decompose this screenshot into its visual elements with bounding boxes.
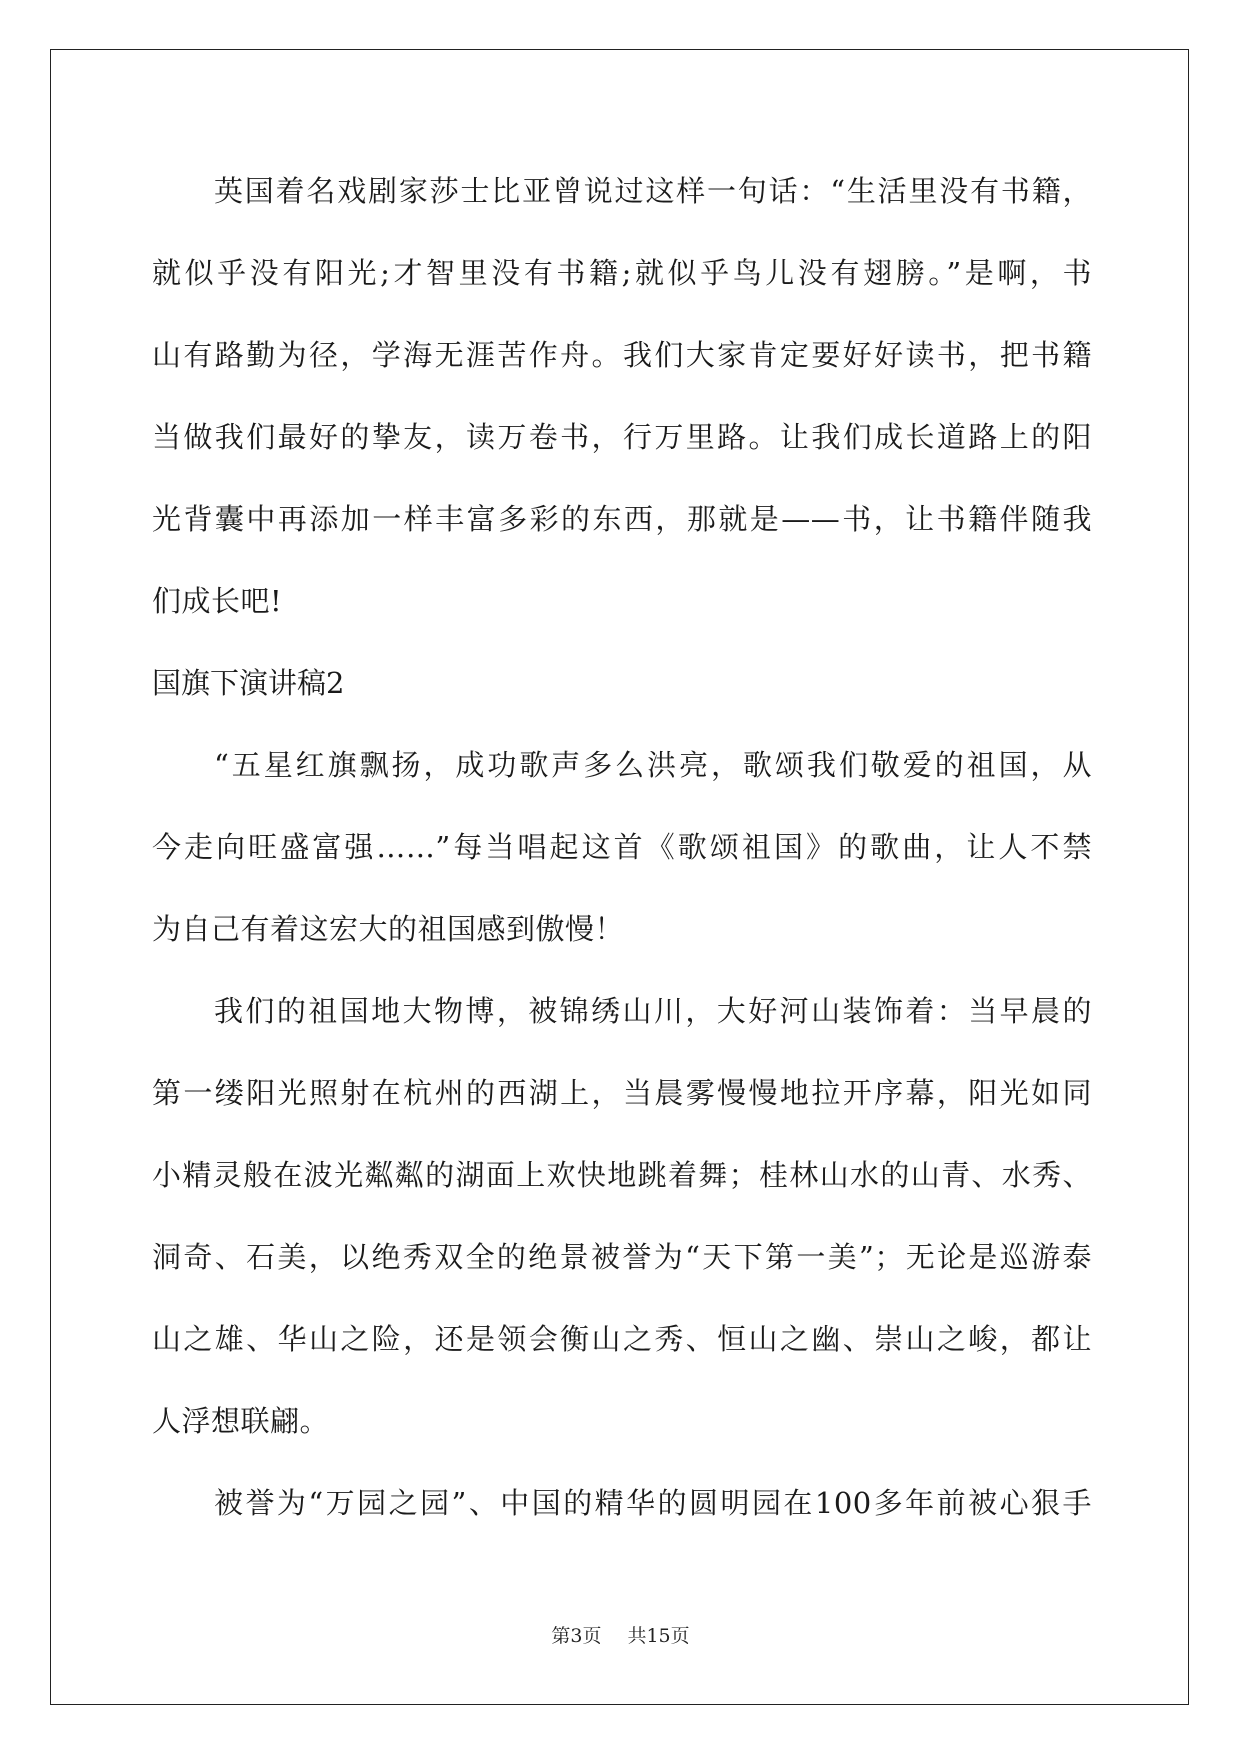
paragraph-line: 们成长吧! [152,584,283,618]
paragraph-line: 我们的祖国地大物博，被锦绣山川，大好河山装饰着：当早晨的 [214,994,1092,1028]
paragraph-line: “五星红旗飘扬，成功歌声多么洪亮，歌颂我们敬爱的祖国，从 [214,748,1092,782]
paragraph-line: 为自己有着这宏大的祖国感到傲慢！ [152,912,625,946]
paragraph-line: 小精灵般在波光粼粼的湖面上欢快地跳着舞；桂林山水的山青、水秀、 [152,1158,1092,1192]
paragraph-line: 山之雄、华山之险，还是领会衡山之秀、恒山之幽、崇山之峻，都让 [152,1322,1092,1356]
section-heading: 国旗下演讲稿2 [152,666,345,700]
paragraph-line: 第一缕阳光照射在杭州的西湖上，当晨雾慢慢地拉开序幕，阳光如同 [152,1076,1092,1110]
page-number: 第3页 [551,1625,602,1647]
paragraph-line: 洞奇、石美，以绝秀双全的绝景被誉为“天下第一美”；无论是巡游泰 [152,1240,1092,1274]
paragraph-line: 光背囊中再添加一样丰富多彩的东西，那就是——书，让书籍伴随我 [152,502,1092,536]
paragraph-line: 山有路勤为径，学海无涯苦作舟。我们大家肯定要好好读书，把书籍 [152,338,1092,372]
document-body [152,161,1092,1555]
paragraph-line: 被誉为“万园之园”、中国的精华的圆明园在100多年前被心狠手 [214,1486,1092,1520]
paragraph-line: 英国着名戏剧家莎士比亚曾说过这样一句话：“生活里没有书籍， [214,174,1092,208]
page-total: 共15页 [627,1625,690,1647]
paragraph-line: 人浮想联翩。 [152,1404,330,1438]
paragraph-line: 就似乎没有阳光;才智里没有书籍;就似乎鸟儿没有翅膀。”是啊，书 [152,256,1092,290]
paragraph-line: 当做我们最好的挚友，读万卷书，行万里路。让我们成长道路上的阳 [152,420,1092,454]
paragraph-line: 今走向旺盛富强……”每当唱起这首《歌颂祖国》的歌曲，让人不禁 [152,830,1092,864]
page-footer [0,1621,1241,1648]
